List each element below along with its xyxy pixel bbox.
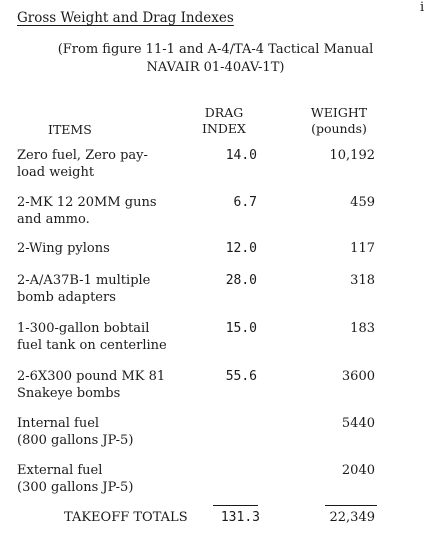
totals-rule-drag bbox=[213, 505, 258, 506]
item-label-line-2: bomb adapters bbox=[17, 290, 116, 305]
weight-value: 3600 bbox=[341, 369, 375, 384]
item-label bbox=[17, 462, 192, 496]
table-row bbox=[0, 462, 431, 502]
item-label-line-2: load weight bbox=[17, 165, 95, 180]
item-label bbox=[17, 147, 192, 181]
column-header-weight-line-2: (pounds) bbox=[311, 121, 367, 136]
item-label bbox=[17, 368, 192, 402]
table-row bbox=[0, 194, 431, 234]
drag-index-value: 14.0 bbox=[225, 148, 257, 163]
item-label bbox=[17, 320, 192, 354]
item-label bbox=[17, 240, 192, 257]
item-label-line-2: (300 gallons JP-5) bbox=[17, 480, 134, 495]
column-header-drag-index bbox=[184, 105, 264, 137]
table-row bbox=[0, 272, 431, 312]
item-label bbox=[17, 415, 192, 449]
weight-value: 318 bbox=[350, 273, 375, 288]
item-label bbox=[17, 194, 192, 228]
totals-drag-index: 131.3 bbox=[220, 510, 260, 525]
weight-value: 5440 bbox=[341, 416, 375, 431]
item-label-line-1: 2-MK 12 20MM guns bbox=[17, 195, 157, 210]
subtitle-line-2: NAVAIR 01-40AV-1T) bbox=[146, 60, 285, 75]
weight-value: 10,192 bbox=[329, 148, 375, 163]
drag-index-value: 55.6 bbox=[225, 369, 257, 384]
weight-value: 459 bbox=[350, 195, 375, 210]
totals-weight: 22,349 bbox=[329, 510, 375, 525]
table-row bbox=[0, 147, 431, 187]
weight-value: 2040 bbox=[341, 463, 375, 478]
drag-index-value: 6.7 bbox=[233, 195, 257, 210]
column-header-weight-line-1: WEIGHT bbox=[310, 105, 368, 120]
drag-index-value: 15.0 bbox=[225, 321, 257, 336]
subtitle-line-1: (From figure 11-1 and A-4/TA-4 Tactical Manual bbox=[57, 42, 374, 57]
item-label-line-1: Internal fuel bbox=[17, 416, 100, 431]
drag-index-value: 12.0 bbox=[225, 241, 257, 256]
item-label bbox=[17, 272, 192, 306]
table-row bbox=[0, 368, 431, 408]
column-header-items: ITEMS bbox=[48, 122, 92, 137]
item-label-line-1: External fuel bbox=[17, 463, 103, 478]
totals-rule-weight bbox=[325, 505, 377, 506]
item-label-line-1: Zero fuel, Zero pay- bbox=[17, 148, 148, 163]
totals-label: TAKEOFF TOTALS bbox=[64, 510, 188, 525]
table-row bbox=[0, 320, 431, 360]
weight-value: 117 bbox=[350, 241, 375, 256]
item-label-line-1: 2-A/A37B-1 multiple bbox=[17, 273, 151, 288]
column-header-drag-line-1: DRAG bbox=[204, 105, 244, 120]
document-title: Gross Weight and Drag Indexes bbox=[17, 10, 234, 26]
weight-value: 183 bbox=[350, 321, 375, 336]
item-label-line-1: 2-6X300 pound MK 81 bbox=[17, 369, 166, 384]
column-header-drag-line-2: INDEX bbox=[202, 121, 246, 136]
item-label-line-2: (800 gallons JP-5) bbox=[17, 433, 134, 448]
item-label-line-1: 2-Wing pylons bbox=[17, 241, 110, 256]
item-label-line-1: 1-300-gallon bobtail bbox=[17, 321, 150, 336]
column-header-weight bbox=[296, 105, 382, 137]
drag-index-value: 28.0 bbox=[225, 273, 257, 288]
page-mark: i bbox=[420, 0, 425, 15]
item-label-line-2: and ammo. bbox=[17, 212, 90, 227]
item-label-line-2: fuel tank on centerline bbox=[17, 338, 167, 353]
table-row bbox=[0, 415, 431, 455]
item-label-line-2: Snakeye bombs bbox=[17, 386, 121, 401]
